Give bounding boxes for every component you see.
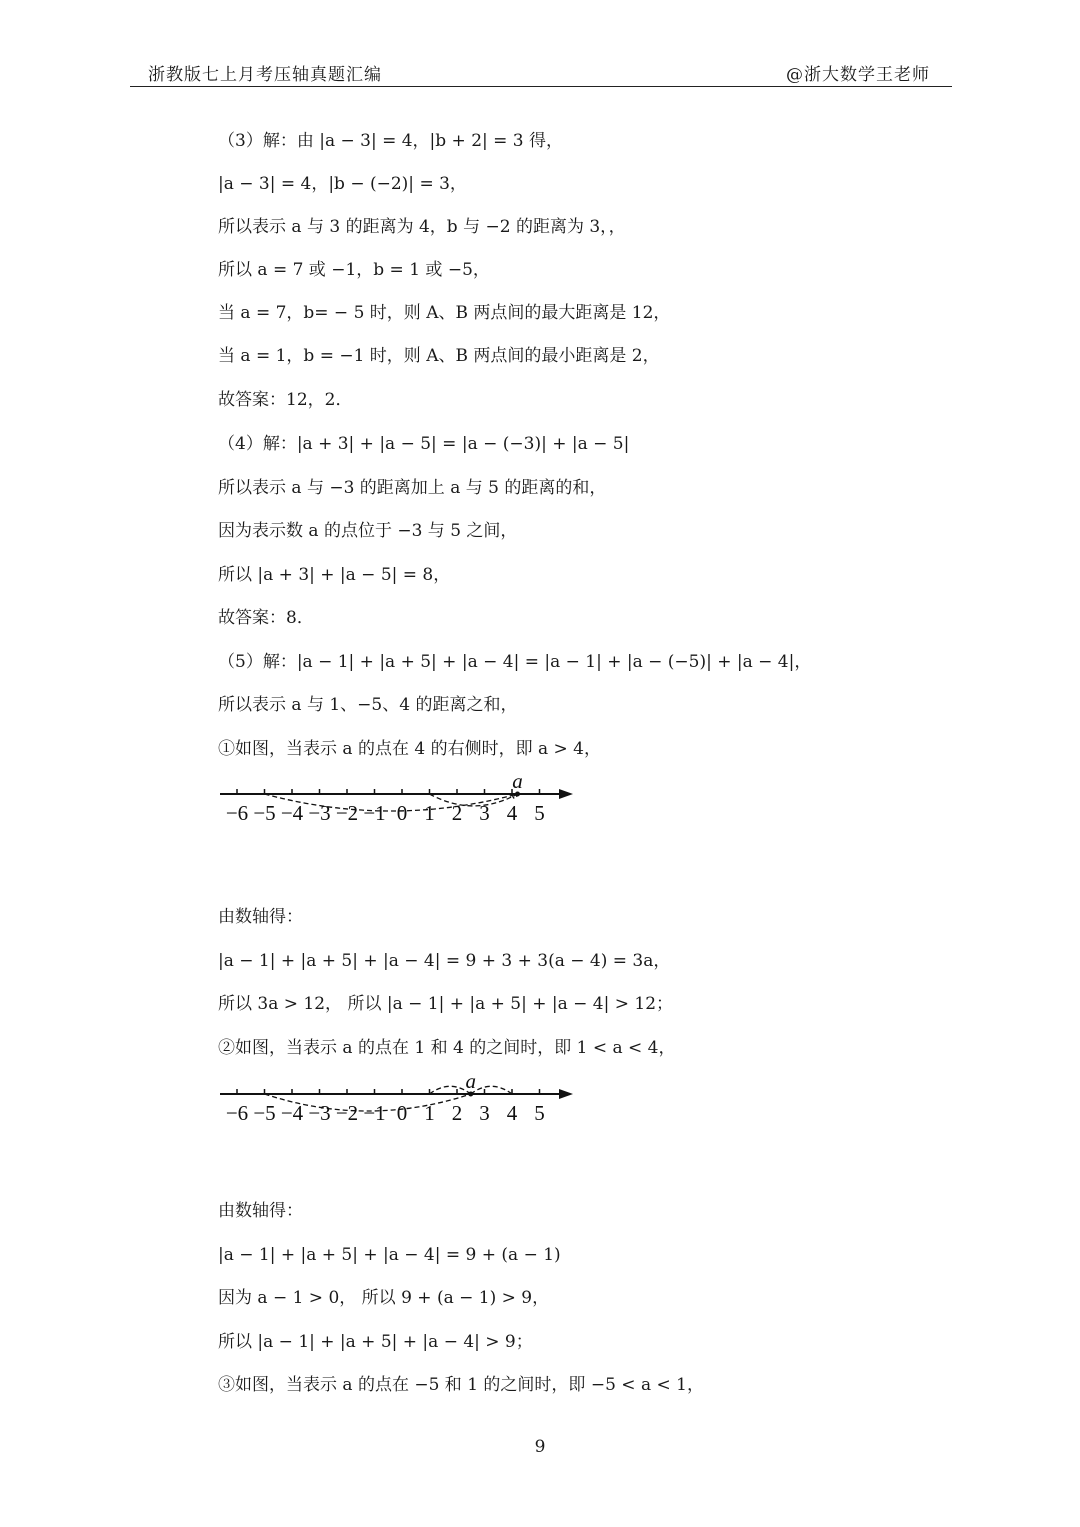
tick-label: −4 — [280, 801, 304, 825]
tick-label: −6 — [225, 801, 249, 825]
text-line: （5）解：|a − 1| + |a + 5| + |a − 4| = |a − 1| + |a − (−5)| + |a − 4|， — [218, 652, 812, 672]
tick-label: −5 — [253, 1101, 276, 1125]
text-line: （4）解：|a + 3| + |a − 5| = |a − (−3)| + |a − 5| — [218, 434, 630, 454]
tick-label: −6 — [225, 1101, 249, 1125]
tick-label: 1 — [424, 1101, 435, 1125]
point-a-label: a — [512, 769, 523, 793]
tick-label: −2 — [335, 801, 359, 825]
text-line: 由数轴得： — [218, 907, 303, 927]
text-line: |a − 3| = 4，|b − (−2)| = 3， — [218, 174, 467, 194]
point-a-label: a — [465, 1069, 476, 1093]
text-line: （3）解：由 |a − 3| = 4，|b + 2| = 3 得， — [218, 131, 564, 151]
axis-arrow-icon — [559, 1089, 573, 1099]
tick-label: 3 — [479, 801, 490, 825]
tick-label: 5 — [534, 1101, 545, 1125]
tick-label: 0 — [396, 801, 408, 825]
text-line: ①如图，当表示 a 的点在 4 的右侧时，即 a > 4， — [218, 739, 601, 759]
text-line: 所以表示 a 与 1、−5、4 的距离之和， — [218, 695, 518, 715]
text-line: 所以表示 a 与 3 的距离为 4，b 与 −2 的距离为 3，， — [218, 217, 626, 237]
text-line: 所以 |a − 1| + |a + 5| + |a − 4| > 9； — [218, 1332, 533, 1352]
text-line: 由数轴得： — [218, 1201, 303, 1221]
text-line: 故答案：12，2． — [218, 390, 353, 410]
axis-arrow-icon — [559, 789, 573, 799]
text-line: 所以表示 a 与 −3 的距离加上 a 与 5 的距离的和， — [218, 478, 607, 498]
text-line: ③如图，当表示 a 的点在 −5 和 1 的之间时，即 −5 < a < 1， — [218, 1375, 704, 1395]
text-line: ②如图，当表示 a 的点在 1 和 4 的之间时，即 1 < a < 4， — [218, 1038, 676, 1058]
tick-label: −5 — [253, 801, 276, 825]
text-line: |a − 1| + |a + 5| + |a − 4| = 9 + (a − 1) — [218, 1245, 561, 1265]
text-line: 所以 a = 7 或 −1，b = 1 或 −5， — [218, 260, 490, 280]
number-line-figure-1 — [215, 766, 585, 836]
header-rule — [130, 86, 952, 87]
tick-label: 3 — [479, 1101, 490, 1125]
text-line: |a − 1| + |a + 5| + |a − 4| = 9 + 3 + 3(a − 4) = 3a， — [218, 951, 671, 971]
tick-label: 0 — [396, 1101, 408, 1125]
text-line: 当 a = 1，b = −1 时，则 A、B 两点间的最小距离是 2， — [218, 346, 660, 366]
tick-label: −4 — [280, 1101, 304, 1125]
tick-label: 4 — [506, 1101, 518, 1125]
tick-label: 2 — [451, 801, 463, 825]
tick-label: −3 — [308, 801, 331, 825]
text-line: 因为 a − 1 > 0， 所以 9 + (a − 1) > 9， — [218, 1288, 550, 1308]
page-number: 9 — [534, 1437, 546, 1457]
number-line-figure-2 — [215, 1066, 585, 1136]
distance-arc — [471, 1086, 512, 1094]
tick-label: 1 — [424, 801, 435, 825]
text-line: 所以 3a > 12， 所以 |a − 1| + |a + 5| + |a − 4| > 12； — [218, 994, 674, 1014]
text-line: 故答案：8． — [218, 608, 314, 628]
tick-label: −1 — [363, 801, 386, 825]
tick-label: 4 — [506, 801, 518, 825]
tick-label: −1 — [363, 1101, 386, 1125]
text-line: 所以 |a + 3| + |a − 5| = 8， — [218, 565, 451, 585]
tick-label: 2 — [451, 1101, 463, 1125]
tick-label: −3 — [308, 1101, 331, 1125]
text-line: 当 a = 7，b= − 5 时，则 A、B 两点间的最大距离是 12， — [218, 303, 671, 323]
tick-label: −2 — [335, 1101, 359, 1125]
text-line: 因为表示数 a 的点位于 −3 与 5 之间， — [218, 521, 518, 541]
header-author: @浙大数学王老师 — [786, 65, 930, 85]
header-title: 浙教版七上月考压轴真题汇编 — [148, 65, 382, 85]
tick-label: 5 — [534, 801, 545, 825]
